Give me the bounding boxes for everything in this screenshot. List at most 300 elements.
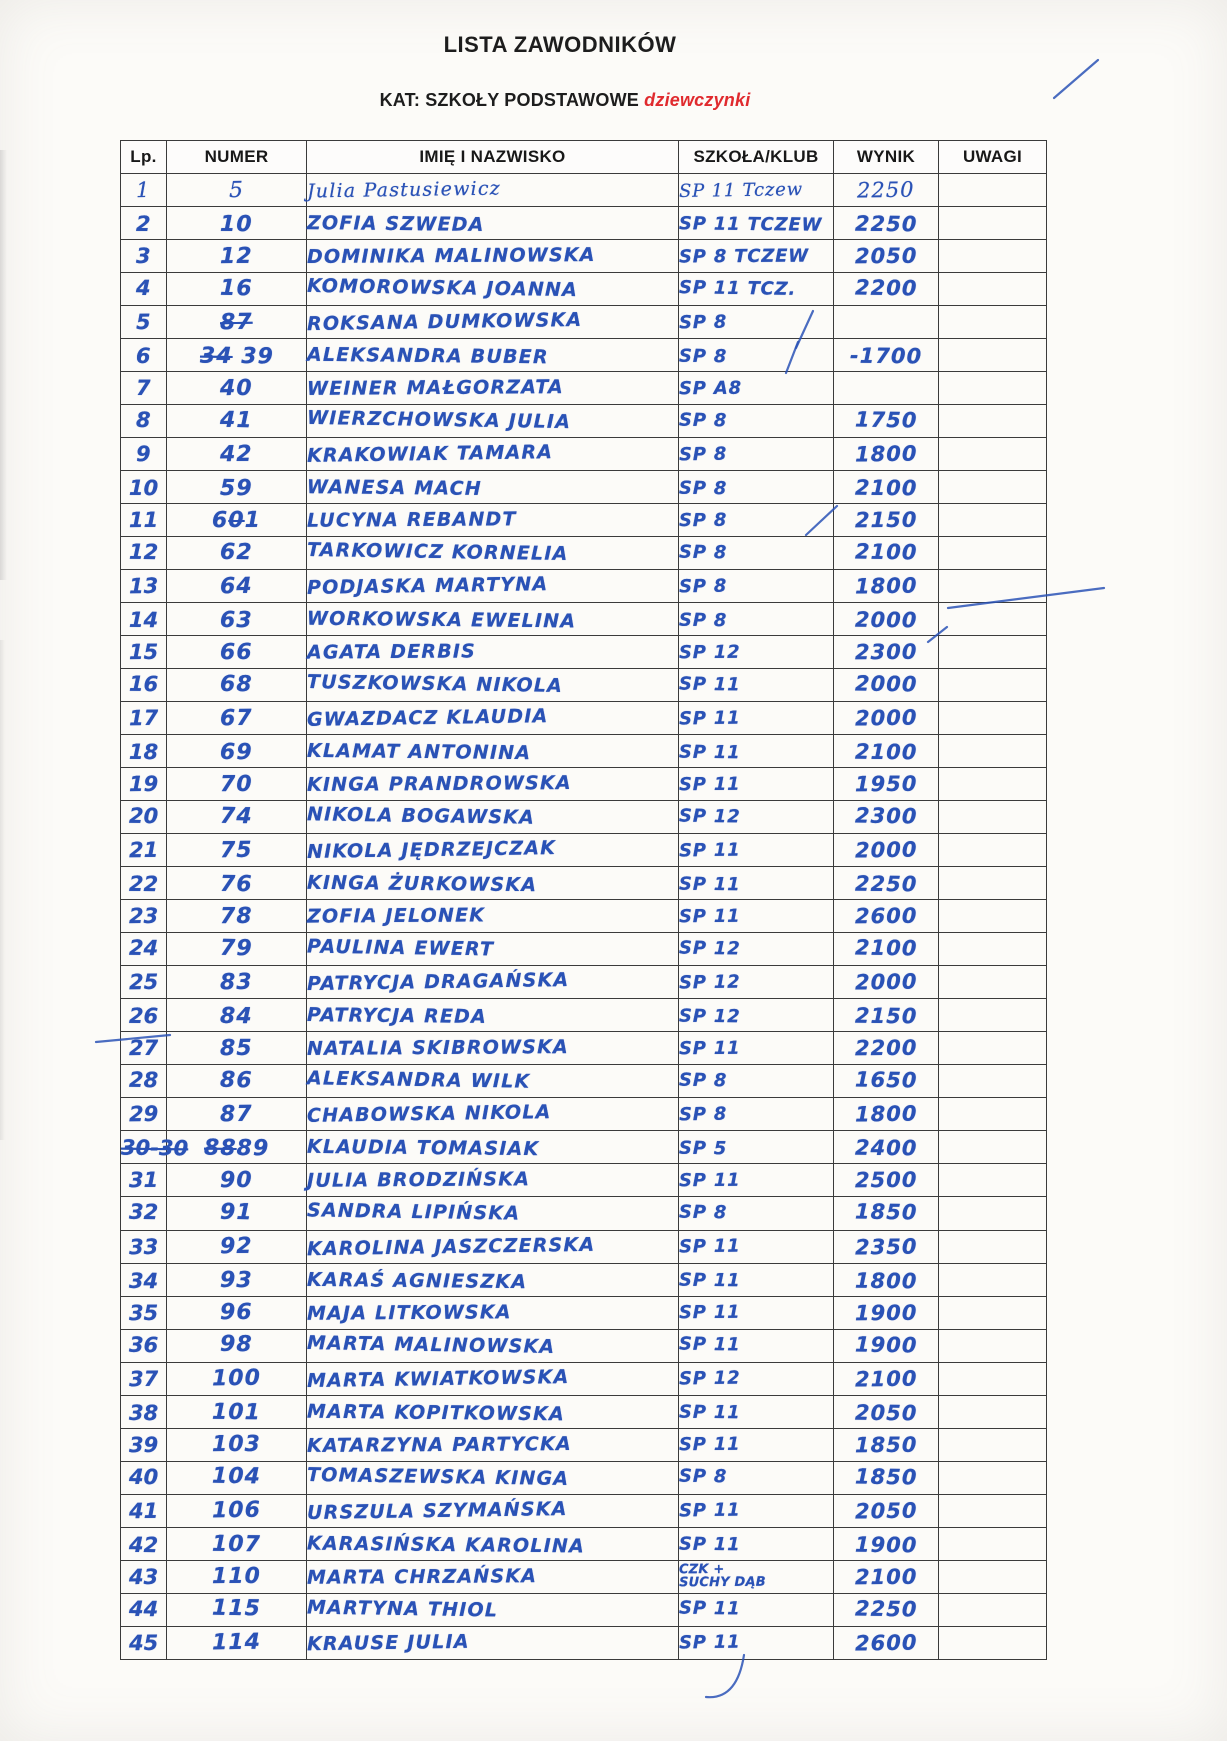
numer-cell: 98 [167,1329,307,1362]
numer-cell: 79 [167,933,307,966]
numer-cell: 100 [167,1362,307,1395]
wynik-cell: 2250 [834,1593,939,1626]
wynik-cell: 2500 [834,1164,939,1197]
numer-cell: 76 [167,867,307,900]
school-cell: SP 11 [679,768,834,801]
uwagi-cell [939,1230,1047,1263]
name-cell: JULIA BRODZIŃSKA [307,1164,679,1197]
lp-cell: 14 [121,603,167,636]
name-cell: DOMINIKA MALINOWSKA [307,240,679,273]
wynik-cell: 2200 [834,1032,939,1065]
school-cell: SP 8 TCZEW [679,240,834,273]
lp-cell: 24 [121,933,167,966]
category-highlight: dziewczynki [644,90,751,110]
lp-cell: 33 [121,1230,167,1263]
lp-cell: 38 [121,1395,167,1428]
lp-cell: 29 [121,1098,167,1131]
table-row [121,1593,1047,1626]
numer-cell: 64 [167,570,307,603]
table-row [121,867,1047,900]
lp-cell: 8 [121,405,167,438]
table-row [121,1263,1047,1296]
school-cell: SP 12 [679,966,834,999]
wynik-cell: 2250 [834,867,939,900]
uwagi-cell [939,1329,1047,1362]
table-row [121,207,1047,240]
school-cell: SP 11 TCZ. [679,273,834,306]
wynik-cell: 2000 [834,834,939,867]
table-row [121,537,1047,570]
column-header-1: NUMER [167,141,307,174]
uwagi-cell [939,1527,1047,1560]
uwagi-cell [939,1263,1047,1296]
table-row [121,1428,1047,1461]
school-cell: SP 8 [679,570,834,603]
numer-cell: 42 [167,438,307,471]
school-cell: SP 12 [679,933,834,966]
school-cell: CZK + SUCHY DĄB [679,1560,834,1593]
name-cell: ALEKSANDRA BUBER [307,339,679,372]
numer-cell: 86 [167,1065,307,1098]
uwagi-cell [939,438,1047,471]
name-cell: KLAUDIA TOMASIAK [307,1131,679,1164]
lp-cell: 34 [121,1263,167,1296]
table-row [121,405,1047,438]
lp-cell: 9 [121,438,167,471]
uwagi-cell [939,1131,1047,1164]
table-row [121,900,1047,933]
name-cell: ALEKSANDRA WILK [307,1065,679,1098]
school-cell: SP 8 [679,1461,834,1494]
wynik-cell: 2100 [834,471,939,504]
lp-cell: 43 [121,1560,167,1593]
uwagi-cell [939,702,1047,735]
numer-cell: 84 [167,999,307,1032]
name-cell: KLAMAT ANTONINA [307,735,679,768]
school-cell: SP 11 [679,834,834,867]
competitor-table [120,140,1047,1660]
numer-cell: 68 [167,669,307,702]
school-cell: SP 8 [679,471,834,504]
lp-cell: 36 [121,1329,167,1362]
table-row [121,1527,1047,1560]
uwagi-cell [939,966,1047,999]
name-cell: ZOFIA JELONEK [307,900,679,933]
numer-cell: 115 [167,1593,307,1626]
table-row [121,636,1047,669]
wynik-cell: 2400 [834,1131,939,1164]
uwagi-cell [939,1593,1047,1626]
column-header-0: Lp. [121,141,167,174]
school-cell: SP 8 [679,306,834,339]
school-cell: SP 12 [679,801,834,834]
table-row [121,999,1047,1032]
table-row [121,372,1047,405]
table-row [121,1065,1047,1098]
name-cell: MARTA KOPITKOWSKA [307,1395,679,1428]
lp-cell: 30-30 [121,1131,167,1164]
column-header-2: IMIĘ I NAZWISKO [307,141,679,174]
name-cell: KRAKOWIAK TAMARA [307,438,679,471]
school-cell: SP 11 [679,1395,834,1428]
numer-cell: 96 [167,1296,307,1329]
numer-cell: 85 [167,1032,307,1065]
table-row [121,1296,1047,1329]
table-row [121,1395,1047,1428]
wynik-cell: 2200 [834,273,939,306]
wynik-cell: 2000 [834,669,939,702]
wynik-cell: 2600 [834,900,939,933]
school-cell: SP 8 [679,1098,834,1131]
table-header-row [121,141,1047,174]
name-cell: MAJA LITKOWSKA [307,1296,679,1329]
lp-cell: 11 [121,504,167,537]
name-cell: TOMASZEWSKA KINGA [307,1461,679,1494]
school-cell: SP 11 [679,1329,834,1362]
lp-cell: 23 [121,900,167,933]
numer-cell: 78 [167,900,307,933]
wynik-cell: 2050 [834,1395,939,1428]
name-cell: KATARZYNA PARTYCKA [307,1428,679,1461]
wynik-cell: 1900 [834,1329,939,1362]
uwagi-cell [939,1164,1047,1197]
school-cell: SP 8 [679,405,834,438]
scan-edge-smudge [0,150,7,580]
uwagi-cell [939,1428,1047,1461]
wynik-cell: 1850 [834,1428,939,1461]
name-cell: ZOFIA SZWEDA [307,207,679,240]
numer-cell: 5 [167,174,307,207]
lp-cell: 18 [121,735,167,768]
numer-cell: 70 [167,768,307,801]
lp-cell: 12 [121,537,167,570]
school-cell: SP 11 [679,1428,834,1461]
wynik-cell: 2100 [834,1362,939,1395]
school-cell: SP 11 TCZEW [679,207,834,240]
school-cell: SP 11 [679,1263,834,1296]
wynik-cell: 2050 [834,1494,939,1527]
name-cell: PODJASKA MARTYNA [307,570,679,603]
wynik-cell: 1800 [834,438,939,471]
numer-cell: 93 [167,1263,307,1296]
lp-cell: 45 [121,1626,167,1659]
uwagi-cell [939,207,1047,240]
wynik-cell: 1800 [834,570,939,603]
uwagi-cell [939,1098,1047,1131]
table-row [121,1494,1047,1527]
school-cell: SP 11 [679,1164,834,1197]
school-cell: SP 11 [679,1626,834,1659]
school-cell: SP 8 [679,504,834,537]
column-header-3: SZKOŁA/KLUB [679,141,834,174]
lp-cell: 7 [121,372,167,405]
name-cell: KINGA ŻURKOWSKA [307,867,679,900]
table-row [121,801,1047,834]
table-row [121,1164,1047,1197]
name-cell: MARTYNA THIOL [307,1593,679,1626]
school-cell: SP 8 [679,537,834,570]
name-cell: MARTA MALINOWSKA [307,1329,679,1362]
lp-cell: 1 [121,174,167,207]
uwagi-cell [939,273,1047,306]
numer-cell: 106 [167,1494,307,1527]
table-row [121,1329,1047,1362]
wynik-cell: 2100 [834,735,939,768]
numer-cell: 107 [167,1527,307,1560]
uwagi-cell [939,471,1047,504]
name-cell: AGATA DERBIS [307,636,679,669]
table-row [121,273,1047,306]
name-cell: KRAUSE JULIA [307,1626,679,1659]
lp-cell: 3 [121,240,167,273]
table-row [121,306,1047,339]
numer-cell: 41 [167,405,307,438]
school-cell: SP 11 [679,1032,834,1065]
table-row [121,768,1047,801]
uwagi-cell [939,1065,1047,1098]
name-cell: WEINER MAŁGORZATA [307,372,679,405]
name-cell: WIERZCHOWSKA JULIA [307,405,679,438]
numer-cell: 87 [167,306,307,339]
numer-cell: 110 [167,1560,307,1593]
numer-cell: 103 [167,1428,307,1461]
numer-cell: 601 [167,504,307,537]
wynik-cell [834,306,939,339]
numer-cell: 40 [167,372,307,405]
wynik-cell: 2300 [834,636,939,669]
wynik-cell: 2250 [834,207,939,240]
numer-cell: 16 [167,273,307,306]
table-row [121,504,1047,537]
name-cell: KAROLINA JASZCZERSKA [307,1230,679,1263]
wynik-cell: 2000 [834,702,939,735]
wynik-cell: 2150 [834,999,939,1032]
wynik-cell: 2000 [834,966,939,999]
uwagi-cell [939,768,1047,801]
wynik-cell: 2000 [834,603,939,636]
wynik-cell: 2600 [834,1626,939,1659]
table-row [121,1362,1047,1395]
uwagi-cell [939,504,1047,537]
table-row [121,570,1047,603]
column-header-4: WYNIK [834,141,939,174]
numer-cell: 101 [167,1395,307,1428]
table-row [121,1626,1047,1659]
lp-cell: 44 [121,1593,167,1626]
school-cell: SP 11 [679,1527,834,1560]
name-cell: MARTA CHRZAŃSKA [307,1560,679,1593]
uwagi-cell [939,1032,1047,1065]
uwagi-cell [939,405,1047,438]
uwagi-cell [939,306,1047,339]
school-cell: SP 8 [679,438,834,471]
numer-cell: 104 [167,1461,307,1494]
numer-cell: 91 [167,1197,307,1230]
name-cell: SANDRA LIPIŃSKA [307,1197,679,1230]
lp-cell: 40 [121,1461,167,1494]
uwagi-cell [939,735,1047,768]
uwagi-cell [939,867,1047,900]
table-row [121,438,1047,471]
school-cell: SP 12 [679,999,834,1032]
name-cell: NIKOLA JĘDRZEJCZAK [307,834,679,867]
lp-cell: 28 [121,1065,167,1098]
uwagi-cell [939,537,1047,570]
name-cell: MARTA KWIATKOWSKA [307,1362,679,1395]
school-cell: SP 8 [679,339,834,372]
column-header-5: UWAGI [939,141,1047,174]
wynik-cell: 1950 [834,768,939,801]
wynik-cell: 1800 [834,1263,939,1296]
table-row [121,933,1047,966]
name-cell: WANESA MACH [307,471,679,504]
wynik-cell: 1900 [834,1296,939,1329]
school-cell: SP A8 [679,372,834,405]
wynik-cell: 1650 [834,1065,939,1098]
table-row [121,1032,1047,1065]
uwagi-cell [939,669,1047,702]
school-cell: SP 11 [679,867,834,900]
lp-cell: 35 [121,1296,167,1329]
name-cell: GWAZDACZ KLAUDIA [307,702,679,735]
lp-cell: 10 [121,471,167,504]
table-row [121,240,1047,273]
wynik-cell: 2100 [834,1560,939,1593]
uwagi-cell [939,240,1047,273]
wynik-cell [834,372,939,405]
numer-cell: 74 [167,801,307,834]
table-row [121,1197,1047,1230]
lp-cell: 39 [121,1428,167,1461]
school-cell: SP 12 [679,1362,834,1395]
lp-cell: 16 [121,669,167,702]
numer-cell: 34 39 [167,339,307,372]
uwagi-cell [939,1626,1047,1659]
lp-cell: 25 [121,966,167,999]
numer-cell: 92 [167,1230,307,1263]
uwagi-cell [939,1560,1047,1593]
uwagi-cell [939,636,1047,669]
school-cell: SP 8 [679,603,834,636]
name-cell: CHABOWSKA NIKOLA [307,1098,679,1131]
lp-cell: 17 [121,702,167,735]
school-cell: SP 11 [679,1230,834,1263]
numer-cell: 8889 [167,1131,307,1164]
table-row [121,174,1047,207]
wynik-cell: 2150 [834,504,939,537]
numer-cell: 90 [167,1164,307,1197]
table-row [121,966,1047,999]
uwagi-cell [939,1362,1047,1395]
wynik-cell: -1700 [834,339,939,372]
table-row [121,1131,1047,1164]
school-cell: SP 11 Tczew [679,174,834,207]
table-row [121,834,1047,867]
school-cell: SP 11 [679,702,834,735]
name-cell: ROKSANA DUMKOWSKA [307,306,679,339]
uwagi-cell [939,1296,1047,1329]
numer-cell: 10 [167,207,307,240]
table-row [121,1560,1047,1593]
wynik-cell: 1900 [834,1527,939,1560]
lp-cell: 15 [121,636,167,669]
uwagi-cell [939,1395,1047,1428]
name-cell: PAULINA EWERT [307,933,679,966]
lp-cell: 5 [121,306,167,339]
school-cell: SP 11 [679,1593,834,1626]
wynik-cell: 2050 [834,240,939,273]
name-cell: TUSZKOWSKA NIKOLA [307,669,679,702]
name-cell: URSZULA SZYMAŃSKA [307,1494,679,1527]
numer-cell: 67 [167,702,307,735]
wynik-cell: 2300 [834,801,939,834]
school-cell: SP 8 [679,1065,834,1098]
name-cell: WORKOWSKA EWELINA [307,603,679,636]
school-cell: SP 5 [679,1131,834,1164]
wynik-cell: 2100 [834,933,939,966]
school-cell: SP 11 [679,669,834,702]
category-label: KAT: SZKOŁY PODSTAWOWE [379,90,645,110]
school-cell: SP 11 [679,735,834,768]
uwagi-cell [939,999,1047,1032]
lp-cell: 26 [121,999,167,1032]
table-row [121,1461,1047,1494]
uwagi-cell [939,174,1047,207]
pen-stroke [706,1655,744,1697]
uwagi-cell [939,801,1047,834]
table-row [121,603,1047,636]
wynik-cell: 2100 [834,537,939,570]
school-cell: SP 8 [679,1197,834,1230]
scan-edge-smudge [0,640,5,1140]
numer-cell: 69 [167,735,307,768]
lp-cell: 13 [121,570,167,603]
lp-cell: 27 [121,1032,167,1065]
uwagi-cell [939,570,1047,603]
name-cell: TARKOWICZ KORNELIA [307,537,679,570]
school-cell: SP 11 [679,900,834,933]
table-row [121,1098,1047,1131]
name-cell: KARASIŃSKA KAROLINA [307,1527,679,1560]
uwagi-cell [939,1494,1047,1527]
wynik-cell: 1800 [834,1098,939,1131]
numer-cell: 63 [167,603,307,636]
uwagi-cell [939,603,1047,636]
name-cell: NIKOLA BOGAWSKA [307,801,679,834]
page-title: LISTA ZAWODNIKÓW [443,32,677,57]
lp-cell: 31 [121,1164,167,1197]
wynik-cell: 1750 [834,405,939,438]
numer-cell: 12 [167,240,307,273]
table-row [121,735,1047,768]
lp-cell: 21 [121,834,167,867]
name-cell: PATRYCJA DRAGAŃSKA [307,966,679,999]
lp-cell: 6 [121,339,167,372]
wynik-cell: 2350 [834,1230,939,1263]
uwagi-cell [939,933,1047,966]
name-cell: NATALIA SKIBROWSKA [307,1032,679,1065]
numer-cell: 62 [167,537,307,570]
numer-cell: 87 [167,1098,307,1131]
lp-cell: 2 [121,207,167,240]
numer-cell: 75 [167,834,307,867]
uwagi-cell [939,1461,1047,1494]
name-cell: KARAŚ AGNIESZKA [307,1263,679,1296]
lp-cell: 22 [121,867,167,900]
numer-cell: 114 [167,1626,307,1659]
table-row [121,339,1047,372]
name-cell: KOMOROWSKA JOANNA [307,273,679,306]
